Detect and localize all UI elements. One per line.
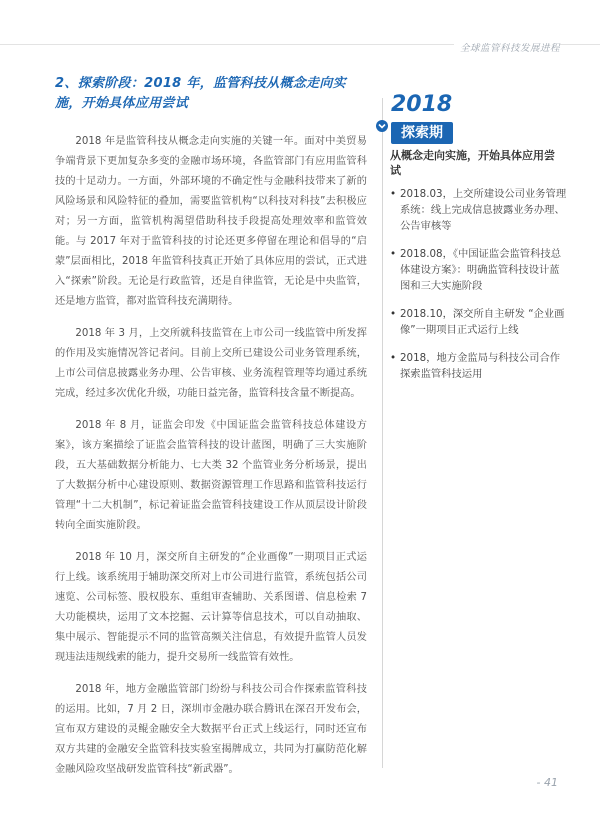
stage-badge: 探索期 [391,122,453,144]
paragraph: 2018 年 3 月，上交所就科技监管在上市公司一线监管中所发挥的作用及实施情况答记者问。目前上交所已建设公司业务管理系统，上市公司信息披露业务办理、公告审核、业务流程管理等均通过系统完成，经过多次优化升级，功能日益完备，监管科技含量不断提高。 [55,328,367,399]
stage-subtitle: 从概念走向实施，开始具体应用尝试 [390,149,555,177]
paragraph: 2018 年，地方金融监管部门纷纷与科技公司合作探索监管科技的运用。比如，7 月 2 日，深圳市金融办联合腾讯在深召开发布会，宣布双方建设的灵鲲金融安全大数据平台正式上线运行，同时还宣布双方共建的金融安全监管科技实验室揭牌成立，共同为打赢防范化解金融风险攻坚战研发监管科技“新武器”。 [55,684,367,775]
bullet-icon: • [390,248,397,260]
timeline-divider [382,98,383,768]
paragraph: 2018 年 8 月，证监会印发《中国证监会监管科技总体建设方案》，该方案描绘了证监会监管科技的设计蓝图，明确了三大实施阶段，五大基础数据分析能力、七大类 32 个监管业务分析场景，提出了大数据分析中心建设原则、数据资源管理工作思路和监管科技运行管理“十二大机制”，标记着证监会监管科技建设工作从顶层设计阶段转向全面实施阶段。 [55,420,367,531]
bullet-icon: • [390,352,397,364]
main-column [55,74,367,792]
section-title: 2、探索阶段：2018 年，监管科技从概念走向实施，开始具体应用尝试 [55,76,346,111]
timeline-item-text: 2018.08，《中国证监会监管科技总体建设方案》：明确监管科技设计蓝图和三大实施阶段 [400,248,561,292]
timeline-item-text: 2018.03，上交所建设公司业务管理系统：线上完成信息披露业务办理、公告审核等 [400,188,567,232]
timeline-list [390,186,568,394]
year-row [376,92,566,122]
running-header: 全球监管科技发展进程 [454,40,560,54]
paragraph: 2018 年 10 月，深交所自主研发的“企业画像”一期项目正式运行上线。该系统用于辅助深交所对上市公司进行监管，系统包括公司速览、公司标签、股权股东、重组审查辅助、关系图谱、信息检索 7 大功能模块，运用了文本挖掘、云计算等信息技术，可以自动抽取、集中展示、智能提示不同的监管高频关注信息，有效提升监管人员发现违法违规线索的能力，提升交易所一线监管有效性。 [55,552,367,663]
timeline-sidebar [376,92,567,380]
chevron-down-icon [376,120,388,132]
page-number: - 41 [536,776,558,789]
timeline-item [390,306,568,338]
timeline-item-text: 2018，地方金监局与科技公司合作探索监管科技运用 [400,352,561,380]
timeline-item [390,350,568,382]
bullet-icon: • [390,308,397,320]
timeline-item [390,246,568,294]
bullet-icon: • [390,188,397,200]
timeline-year: 2018 [391,92,453,117]
timeline-item-text: 2018.10，深交所自主研发 “企业画像”一期项目正式运行上线 [400,308,565,336]
paragraph: 2018 年是监管科技从概念走向实施的关键一年。面对中美贸易争端背景下更加复杂多变的金融市场环境，各监管部门有应用监管科技的十足动力。一方面，外部环境的不确定性与金融科技带来了新的风险场景和风险特征的叠加，需要监管机构“以科技对科技”去积极应对；另一方面，监管机构渴望借助科技手段提高处理效率和监管效能。与 2017 年对于监管科技的讨论还更多停留在理论和倡导的“启蒙”层面相比，2018 年监管科技真正开始了具体应用的尝试，正式进入“探索”阶段。无论是行政监管，还是自律监管，无论是中央监管，还是地方监管，都对监管科技充满期待。 [55,136,367,307]
timeline-item [390,186,568,234]
